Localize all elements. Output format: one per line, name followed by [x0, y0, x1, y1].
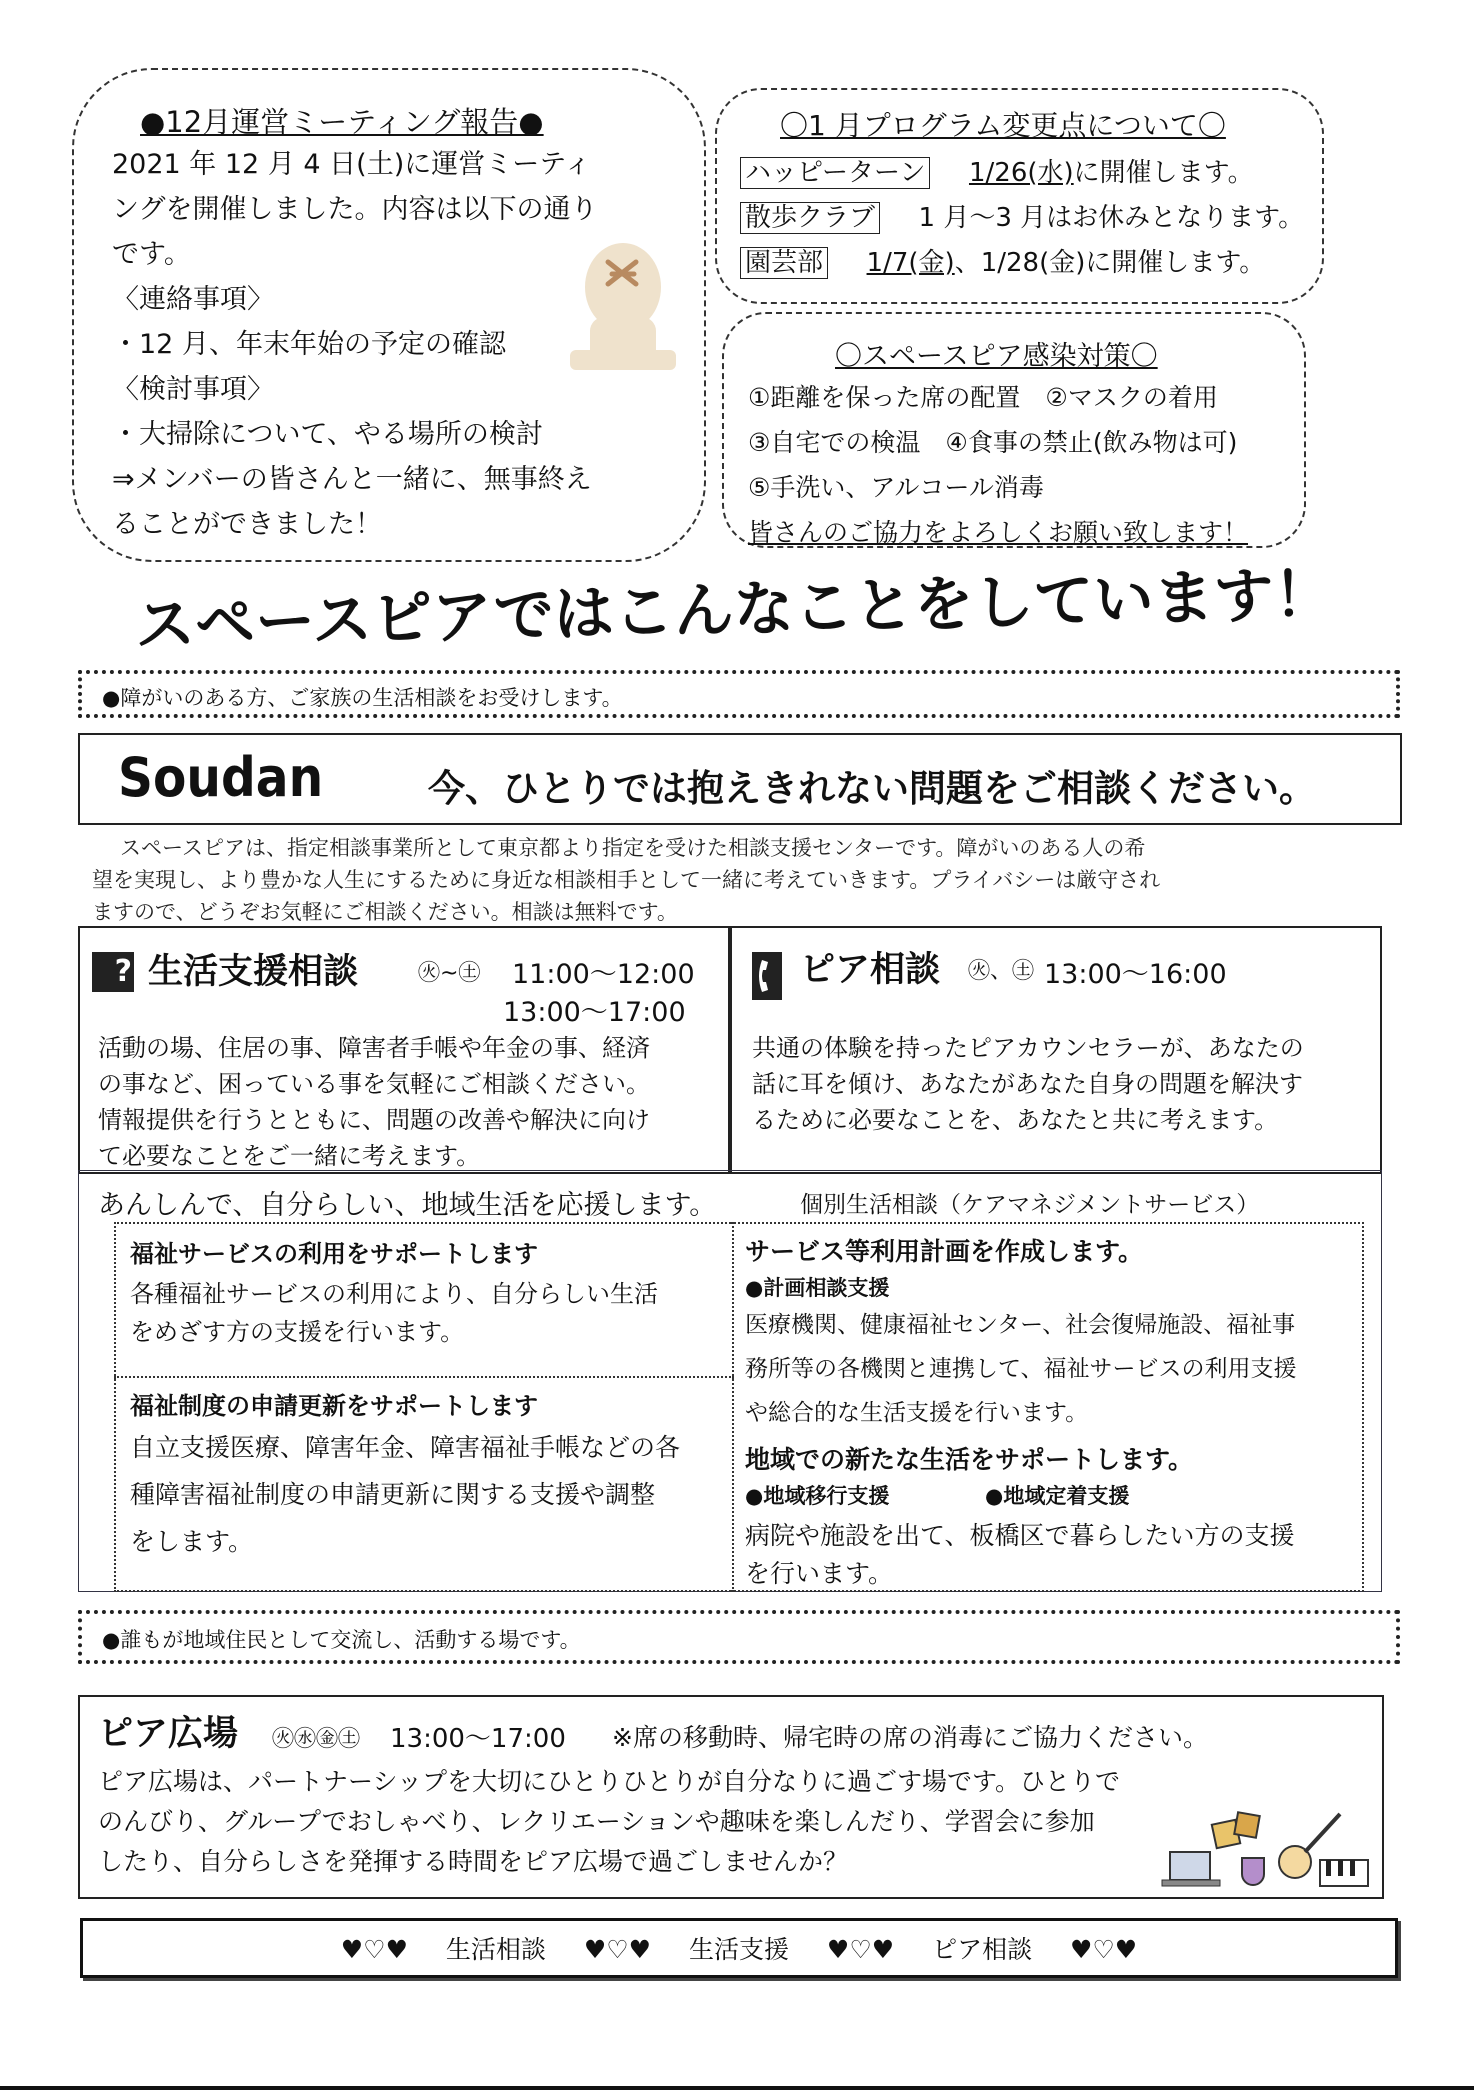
soudan-tagline: 今、ひとりでは抱えきれない問題をご相談ください。 [428, 767, 1316, 810]
community-title: 地域での新たな生活をサポートします。 [745, 1445, 1194, 1474]
welfare-use-body [130, 1274, 658, 1350]
footer-item-life-consult: 生活相談 [445, 1935, 546, 1964]
life-support-line: 情報提供を行うとともに、問題の改善や解決に向け [98, 1106, 650, 1134]
infection-body [748, 378, 1248, 558]
plan-title: サービス等利用計画を作成します。 [745, 1237, 1144, 1266]
meeting-line: です。 [112, 239, 191, 270]
infection-line: ⑤手洗い、アルコール消毒 [748, 473, 1044, 502]
footer-hearts: ♥♡♥ [1069, 1935, 1138, 1964]
life-support-days: ㊋~㊏ [418, 961, 481, 986]
meeting-line: ・12 月、年末年始の予定の確認 [112, 329, 506, 360]
program-dates: 1/26(水) [968, 158, 1074, 188]
welfare-renew-body [130, 1428, 680, 1569]
telephone-icon [752, 952, 782, 1000]
care-subheading: 個別生活相談（ケアマネジメントサービス） [800, 1192, 1260, 1218]
peer-plaza-body [98, 1762, 1120, 1882]
bandaged-figure-icon [568, 232, 678, 372]
peer-plaza-line: したり、自分らしさを発揮する時間をピア広場で過ごしませんか？ [98, 1847, 849, 1876]
welfare-renew-line: をします。 [130, 1527, 254, 1556]
section-banner-exchange-text: ●誰もが地域住民として交流し、活動する場です。 [102, 1628, 581, 1652]
meeting-report-body [112, 142, 597, 547]
meeting-line: 〈検討事項〉 [112, 374, 274, 405]
welfare-renew-line: 種障害福祉制度の申請更新に関する支援や調整 [130, 1480, 656, 1509]
care-heading: あんしんで、自分らしい、地域生活を応援します。 [98, 1190, 717, 1221]
life-support-time2: 13:00～17:00 [503, 997, 686, 1028]
footer-row [80, 1930, 1398, 1966]
plan-line: や総合的な生活支援を行います。 [745, 1400, 1089, 1426]
peer-consult-line: るために必要なことを、あなたと共に考えます。 [752, 1106, 1279, 1134]
life-support-time1: 11:00～12:00 [512, 959, 695, 990]
welfare-use-line: をめざす方の支援を行います。 [130, 1318, 465, 1346]
program-changes-title: 〇1 月プログラム変更点について〇 [780, 109, 1226, 142]
meeting-line: ・大掃除について、やる場所の検討 [112, 419, 543, 450]
program-name: ハッピーターン [740, 157, 930, 189]
meeting-report-title: ●12月運営ミーティング報告● [140, 105, 544, 139]
peer-plaza-time: 13:00～17:00 [390, 1724, 566, 1754]
program-name: 散歩クラブ [740, 202, 880, 234]
meeting-line: ングを開催しました。内容は以下の通り [112, 194, 598, 225]
life-support-line: 活動の場、住居の事、障害者手帳や年金の事、経済 [98, 1034, 650, 1062]
intro-paragraph [92, 832, 1160, 928]
life-support-title: 生活支援相談 [148, 952, 359, 992]
peer-plaza-title: ピア広場 [98, 1714, 239, 1754]
community-line: 病院や施設を出て、板橋区で暮らしたい方の支援 [745, 1521, 1295, 1550]
life-support-body [98, 1028, 650, 1172]
peer-consult-line: 共通の体験を持ったピアカウンセラーが、あなたの [752, 1034, 1304, 1062]
infection-title: 〇スペースピア感染対策〇 [835, 341, 1158, 372]
meeting-line: 2021 年 12 月 4 日(土)に運営ミーティ [112, 149, 592, 180]
intro-line: 望を実現し、より豊かな人生にするために身近な相談相手として一緒に考えていきます。プライバシーは厳守され [92, 868, 1161, 892]
meeting-line: ⇒メンバーの皆さんと一緒に、無事終え [112, 464, 592, 495]
program-row [740, 242, 1265, 279]
meeting-line: ることができました！ [112, 509, 382, 540]
activities-illustration-icon [1160, 1800, 1372, 1890]
intro-line: ますので、どうぞお気軽にご相談ください。相談は無料です。 [92, 900, 678, 924]
community-body [745, 1516, 1295, 1592]
infection-request: 皆さんのご協力をよろしくお願い致します！ [748, 518, 1249, 547]
community-label-settlement: ●地域定着支援 [985, 1484, 1130, 1508]
peer-consult-body [752, 1028, 1304, 1136]
program-rest: 、1/28(金)に開催します。 [954, 248, 1266, 278]
community-line: を行います。 [745, 1559, 894, 1588]
program-row [740, 152, 1254, 189]
plan-line: 医療機関、健康福祉センター、社会復帰施設、福祉事 [745, 1312, 1296, 1338]
welfare-renew-line: 自立支援医療、障害年金、障害福祉手帳などの各 [130, 1433, 681, 1462]
footer-item-peer-consult: ピア相談 [932, 1935, 1033, 1964]
intro-line: スペースピアは、指定相談事業所として東京都より指定を受けた相談支援センターです。障がいのある人の希 [120, 836, 1146, 860]
meeting-line: 〈連絡事項〉 [112, 284, 274, 315]
program-name: 園芸部 [740, 247, 828, 279]
plan-body [745, 1306, 1297, 1438]
peer-consult-title: ピア相談 [800, 950, 941, 990]
section-banner-consultation-text: ●障がいのある方、ご家族の生活相談をお受けします。 [102, 686, 623, 710]
peer-plaza-note: ※席の移動時、帰宅時の席の消毒にご協力ください。 [612, 1723, 1208, 1752]
infection-line: ①距離を保った席の配置 ②マスクの着用 [748, 383, 1218, 412]
plan-line: 務所等の各機関と連携して、福祉サービスの利用支援 [745, 1356, 1297, 1382]
footer-item-life-support: 生活支援 [688, 1935, 789, 1964]
peer-consult-line: 話に耳を傾け、あなたがあなた自身の問題を解決す [752, 1070, 1304, 1098]
soudan-logo: Soudan [118, 746, 324, 809]
welfare-renew-title: 福祉制度の申請更新をサポートします [130, 1392, 538, 1420]
footer-hearts: ♥♡♥ [583, 1935, 652, 1964]
life-support-icon: ? [92, 952, 134, 992]
welfare-use-title: 福祉サービスの利用をサポートします [130, 1240, 538, 1268]
peer-plaza-line: のんびり、グループでおしゃべり、レクリエーションや趣味を楽しんだり、学習会に参加 [98, 1807, 1095, 1836]
infection-line: ③自宅での検温 ④食事の禁止(飲み物は可) [748, 428, 1238, 457]
program-rest: 1 月～3 月はお休みとなります。 [918, 203, 1305, 233]
peer-plaza-days: ㊋㊌㊎㊏ [272, 1727, 361, 1752]
program-dates: 1/7(金) [866, 248, 955, 278]
program-rest: に開催します。 [1073, 158, 1254, 188]
community-label-transition: ●地域移行支援 [745, 1484, 890, 1508]
bottom-rule [0, 2086, 1474, 2090]
life-support-line: て必要なことをご一緒に考えます。 [98, 1142, 481, 1170]
peer-plaza-line: ピア広場は、パートナーシップを大切にひとりひとりが自分なりに過ごす場です。ひとりで [98, 1767, 1121, 1796]
welfare-use-line: 各種福祉サービスの利用により、自分らしい生活 [130, 1280, 658, 1308]
peer-consult-time: 13:00～16:00 [1044, 959, 1227, 990]
peer-consult-days: ㊋、㊏ [968, 959, 1035, 984]
footer-hearts: ♥♡♥ [340, 1935, 408, 1964]
plan-label: ●計画相談支援 [745, 1276, 890, 1300]
program-row [740, 197, 1304, 234]
footer-hearts: ♥♡♥ [826, 1935, 895, 1964]
page-headline: スペースピアではこんなことをしています！ [134, 559, 1335, 661]
life-support-line: の事など、困っている事を気軽にご相談ください。 [98, 1070, 650, 1098]
